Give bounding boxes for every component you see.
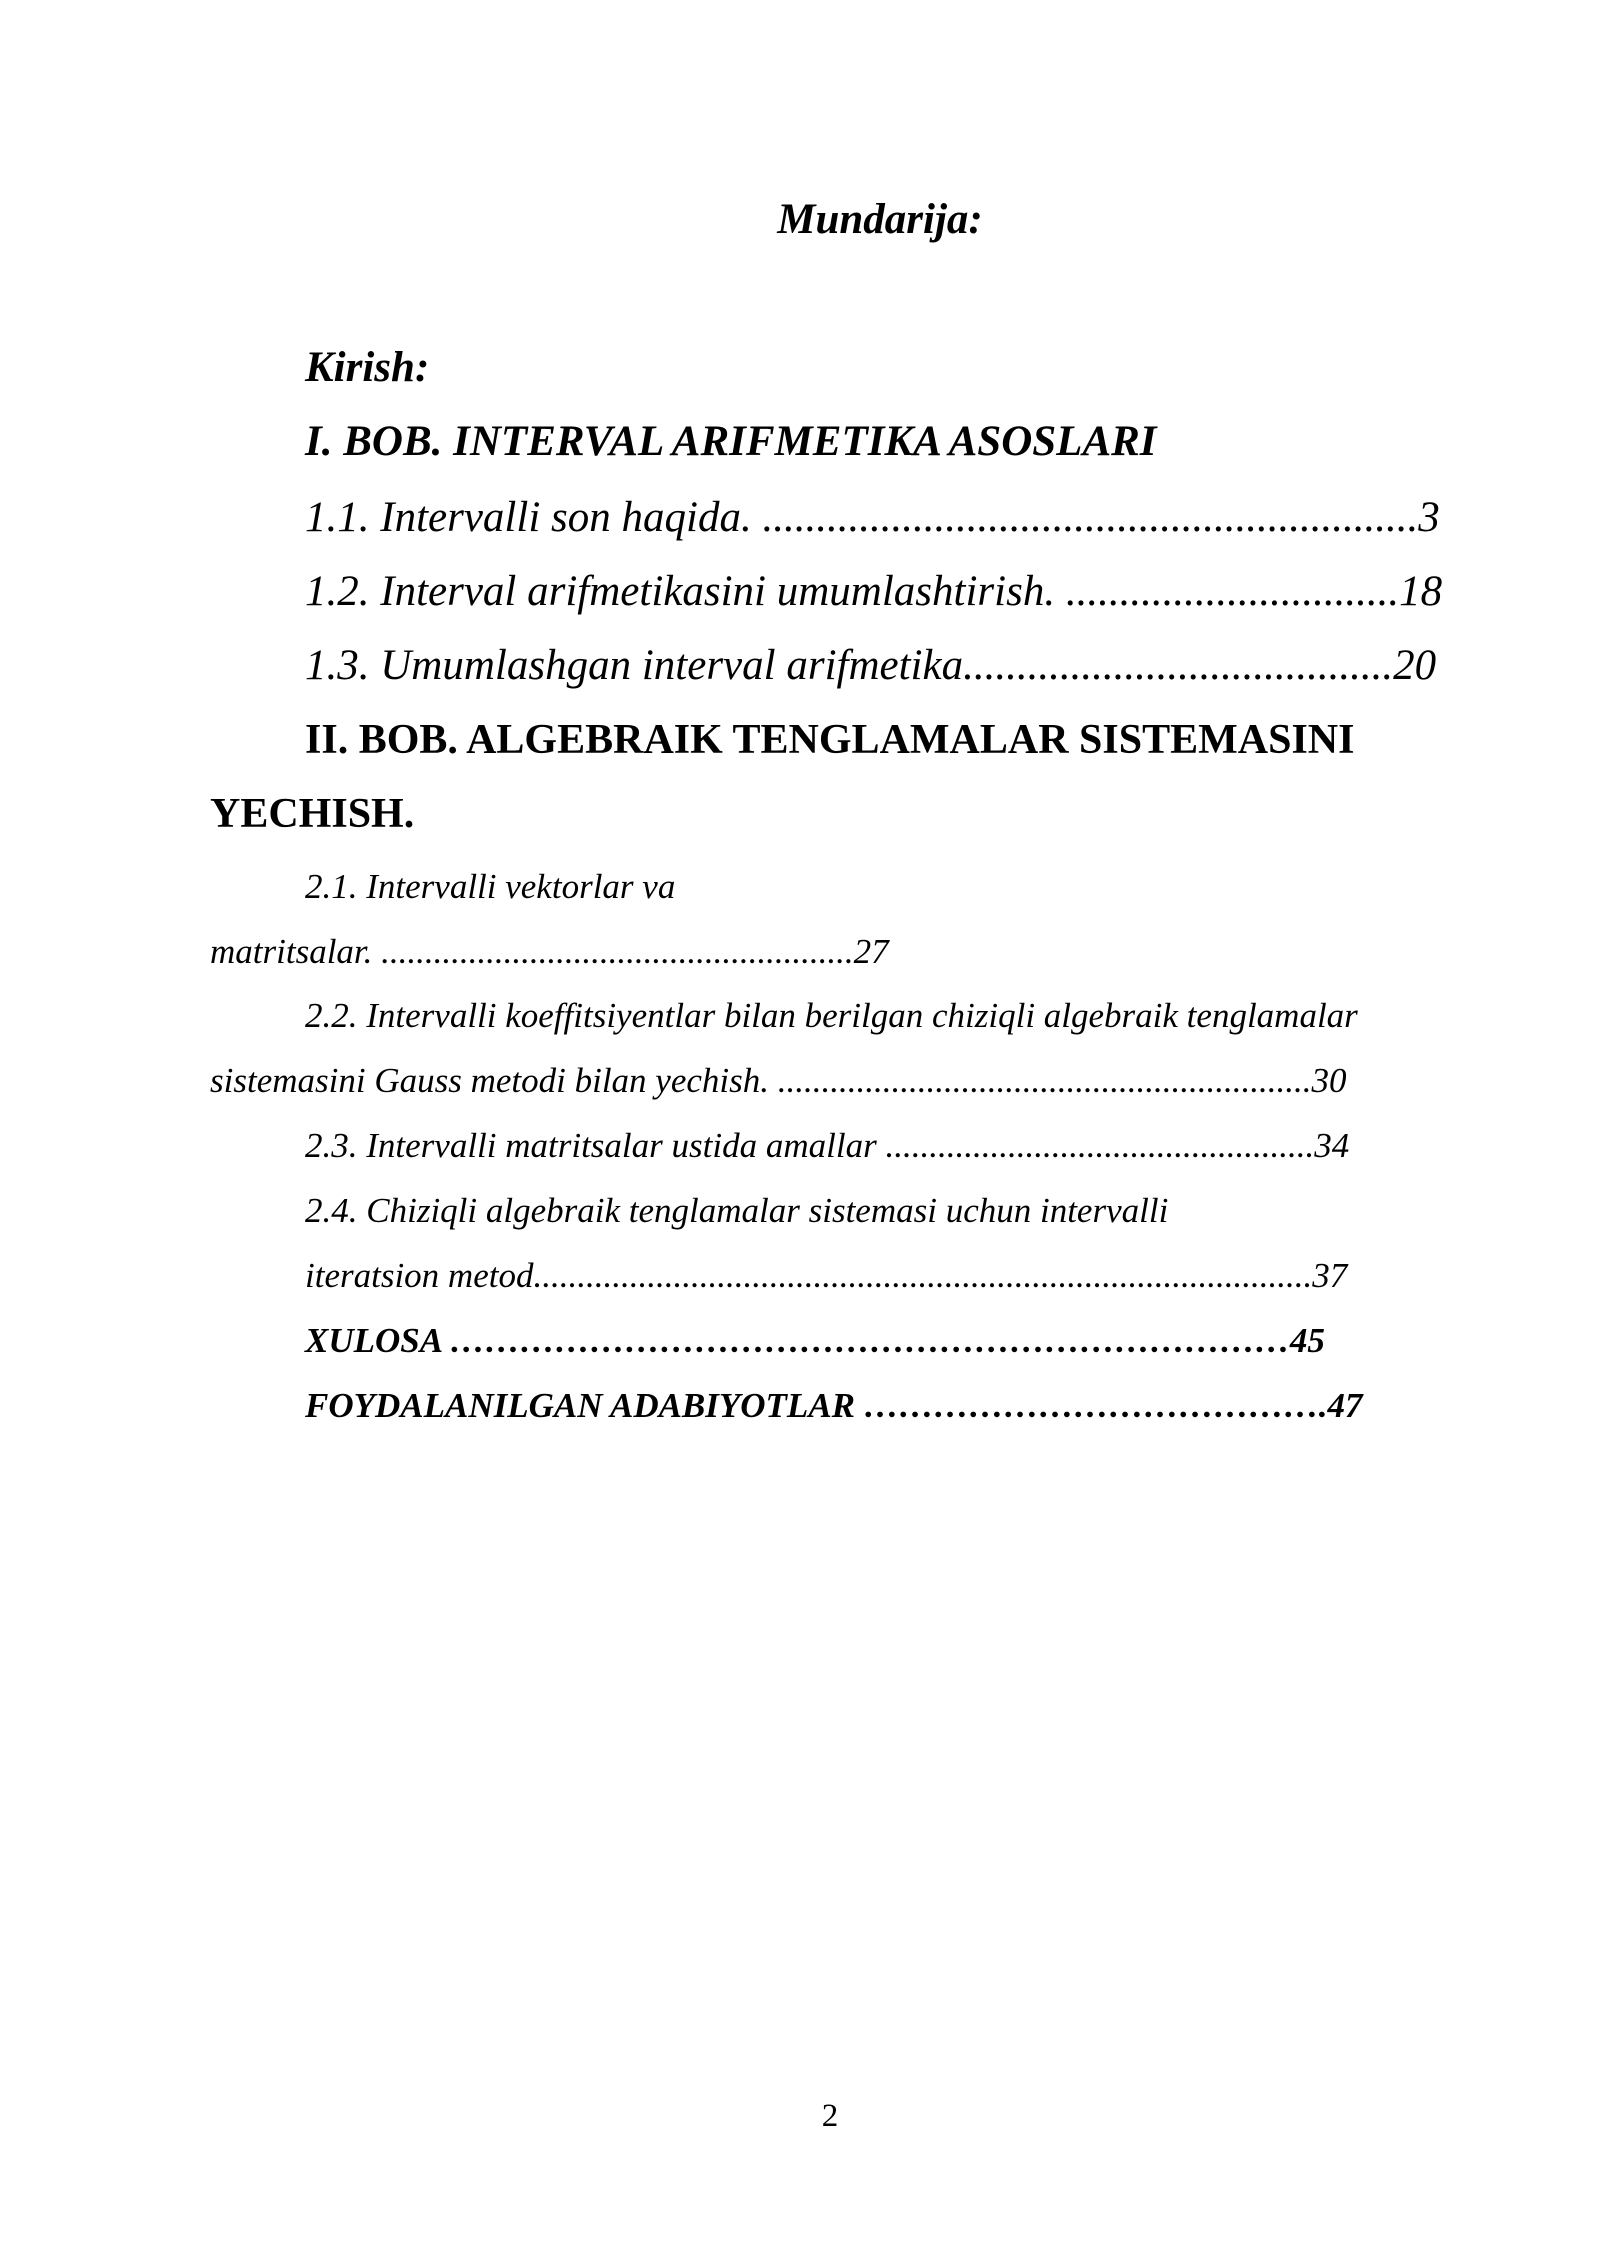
toc-section-2-1-line-2: matritsalar. ......................................................27 (210, 932, 889, 971)
toc-section-2-4-line-1: 2.4. Chiziqli algebraik tenglamalar sistemasi uchun intervalli (305, 1191, 1169, 1230)
toc-section-2-2-line-1: 2.2. Intervalli koeffitsiyentlar bilan berilgan chiziqli algebraik tenglamalar (305, 996, 1358, 1035)
toc-references: FOYDALANILGAN ADABIYOTLAR ………………………………….47 (305, 1386, 1363, 1425)
toc-section-1-3: 1.3. Umumlashgan interval arifmetika........................................20 (305, 642, 1437, 689)
toc-section-1-2: 1.2. Interval arifmetikasini umumlashtirish. ...............................18 (305, 568, 1443, 615)
toc-introduction: Kirish: (305, 344, 430, 391)
toc-chapter-1: I. BOB. INTERVAL ARIFMETIKA ASOSLARI (305, 418, 1157, 465)
toc-chapter-2-line-2: YECHISH. (210, 791, 415, 837)
toc-section-1-1: 1.1. Intervalli son haqida. .............................................................3 (305, 494, 1440, 541)
toc-section-2-4-line-2: iteratsion metod.........................................................................................37 (305, 1256, 1348, 1295)
toc-conclusion: XULOSA ………………………………………………………………45 (305, 1321, 1325, 1360)
page-number: 2 (821, 2098, 839, 2134)
toc-section-2-2-line-2: sistemasini Gauss metodi bilan yechish. .............................................................30 (210, 1061, 1347, 1100)
toc-section-2-1-line-1: 2.1. Intervalli vektorlar va (305, 867, 676, 906)
toc-chapter-2-line-1: II. BOB. ALGEBRAIK TENGLAMALAR SISTEMASINI (305, 717, 1355, 763)
toc-section-2-3: 2.3. Intervalli matritsalar ustida amallar .................................................34 (305, 1126, 1350, 1165)
page-title: Mundarija: (777, 196, 983, 243)
